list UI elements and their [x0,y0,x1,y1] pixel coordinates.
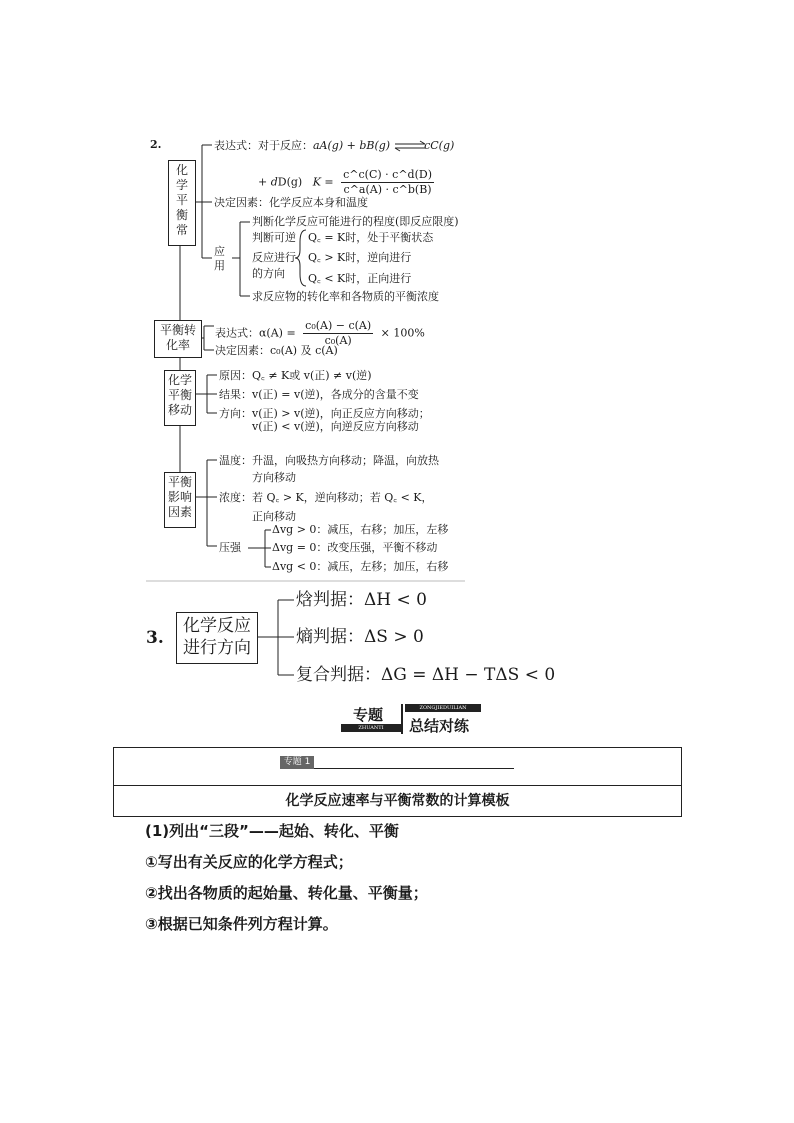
box-char: 平 [175,193,188,207]
box-line: 进行方向 [183,638,251,658]
composite-criterion: 复合判据：ΔG = ΔH − TΔS < 0 [296,665,556,685]
k-fraction [341,168,434,197]
concept-box-influencing-factors [164,472,196,528]
box-line: 化学反应 [183,616,251,636]
conversion-prefix: 表达式：α(A) = [215,326,296,340]
section-2-number: 2. [150,138,162,151]
entropy-criterion: 熵判据：ΔS > 0 [296,627,424,647]
box-char: 化 [175,163,188,177]
box-line: 化率 [165,338,190,352]
shift-result: 结果：v(正) = v(逆)，各成分的含量不变 [219,388,419,401]
box-line: 平衡 [167,475,192,489]
q-condition-3: Q꜀ < K时，正向进行 [308,272,412,285]
shift-direction-1: 方向：v(正) > v(逆)，向正反应方向移动； [219,407,430,420]
concept-box-conversion-rate [154,320,202,358]
conversion-factor: 决定因素：c₀(A) 及 c(A) [215,344,338,357]
application-item-3: 求反应物的转化率和各物质的平衡浓度 [252,290,439,303]
box-char: 常 [175,223,188,237]
application-item-2c: 的方向 [252,267,285,280]
pressure-case-3: Δvg < 0：减压，左移；加压，右移 [272,560,449,573]
banner-left-subtitle: ZHUANTI [341,724,401,732]
body-line-2: ①写出有关反应的化学方程式； [145,853,353,871]
conversion-tail: × 100% [380,326,425,340]
expression-prefix: 表达式：对于反应： [214,139,313,152]
box-char: 学 [175,178,188,192]
body-line-1: (1)列出“三段”——起始、转化、平衡 [145,822,399,840]
reaction-equation-right: cC(g) [424,139,455,152]
q-condition-1: Q꜀ = K时，处于平衡状态 [308,231,434,244]
body-line-3: ②找出各物质的起始量、转化量、平衡量； [145,884,428,902]
shift-cause: 原因：Q꜀ ≠ K或 v(正) ≠ v(逆) [219,369,372,382]
box-line: 平衡转 [159,323,196,337]
application-label [214,245,225,273]
concept-box-reaction-direction [176,612,258,664]
pressure-label: 压强 [219,541,241,554]
k-expression [258,168,434,197]
k-denominator: c^a(A) · c^b(B) [343,183,432,196]
pressure-case-1: Δvg > 0：减压，右移；加压，左移 [272,523,449,536]
banner-left-title: 专题 [353,706,384,724]
conversion-denominator: c₀(A) [324,334,352,347]
k-numerator: c^c(C) · c^d(D) [343,168,432,181]
app-char: 应 [214,245,225,258]
enthalpy-criterion: 焓判据：ΔH < 0 [296,590,427,610]
body-line-4: ③根据已知条件列方程计算。 [145,915,338,933]
temperature-factor-2: 方向移动 [252,471,296,484]
concentration-factor-1: 浓度：若 Q꜀ > K，逆向移动；若 Q꜀ < K， [219,491,433,504]
reaction-equation-left: aA(g) + bB(g) [313,139,391,152]
topic-box [113,747,682,817]
topic-tag: 专题 1 [280,756,314,769]
banner-right-subtitle: ZONGJIEDUILIAN [405,704,481,712]
topic-divider [114,785,681,786]
application-item-1: 判断化学反应可能进行的程度(即反应限度) [252,215,459,228]
application-item-2a: 判断可逆 [252,231,296,244]
shift-direction-2: v(正) < v(逆)，向逆反应方向移动 [252,420,419,433]
box-line: 化学 [167,373,192,387]
banner-divider [401,704,403,734]
box-char: 衡 [175,208,188,222]
decisive-factor: 决定因素：化学反应本身和温度 [214,196,368,209]
box-line: 移动 [167,403,192,417]
topic-title: 化学反应速率与平衡常数的计算模板 [285,793,510,809]
box-line: 平衡 [167,388,192,402]
k-prefix: + dD(g) K = [258,175,334,189]
topic-tag-rule [314,768,514,769]
application-item-2b: 反应进行 [252,251,296,264]
summary-banner [341,702,483,736]
concept-box-equilibrium-constant [168,160,196,246]
box-line: 影响 [167,490,192,504]
expression-line [214,139,454,153]
pressure-case-2: Δvg = 0：改变压强，平衡不移动 [272,541,438,554]
conversion-numerator: c₀(A) − c(A) [305,319,372,332]
temperature-factor-1: 温度：升温，向吸热方向移动；降温，向放热 [219,454,439,467]
banner-right-title: 总结对练 [409,717,470,735]
box-line: 因素 [167,505,192,519]
app-char: 用 [214,259,225,272]
section-3-number: 3. [146,628,164,648]
concentration-factor-2: 正向移动 [252,510,296,523]
concept-box-equilibrium-shift [164,370,196,426]
q-condition-2: Q꜀ > K时，逆向进行 [308,251,412,264]
